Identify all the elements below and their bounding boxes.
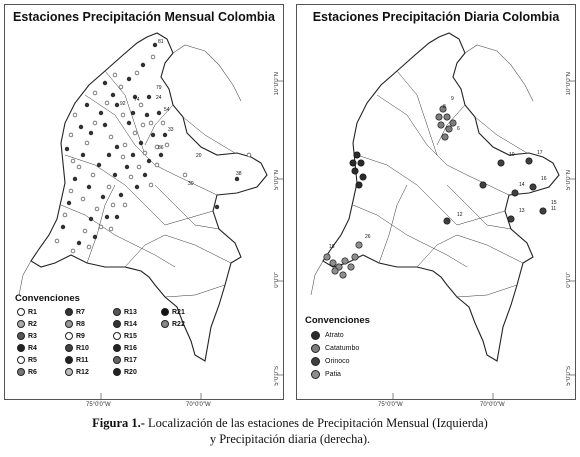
right-lat-label-5n: 5°0'0"N — [566, 170, 572, 191]
monthly-station-marker — [77, 241, 81, 245]
monthly-station-marker — [163, 133, 167, 137]
monthly-station-marker — [113, 73, 117, 77]
monthly-station-marker — [89, 217, 93, 221]
left-legend-symbol — [113, 356, 121, 364]
monthly-station-marker — [141, 63, 145, 67]
daily-station-marker — [442, 134, 448, 140]
monthly-station-marker — [121, 113, 125, 117]
left-legend-label: R11 — [76, 356, 89, 364]
monthly-station-marker — [183, 173, 187, 177]
monthly-station-marker — [113, 173, 117, 177]
daily-station-marker — [348, 264, 354, 270]
left-legend-symbol — [17, 368, 25, 376]
monthly-station-marker — [73, 177, 77, 181]
left-legend-item — [113, 356, 137, 364]
left-legend-label: R8 — [76, 320, 85, 328]
left-map-title: Estaciones Precipitación Mensual Colombia — [13, 10, 275, 24]
left-legend-symbol — [17, 332, 25, 340]
daily-station-marker — [444, 218, 450, 224]
left-legend-symbol — [65, 368, 73, 376]
monthly-station-marker — [161, 121, 165, 125]
left-legend-symbol — [65, 320, 73, 328]
monthly-station-marker — [101, 195, 105, 199]
left-legend-item — [65, 308, 85, 316]
monthly-station-marker — [99, 111, 103, 115]
daily-station-marker — [332, 268, 338, 274]
monthly-station-marker — [65, 147, 69, 151]
daily-station-label: 17 — [537, 150, 543, 156]
daily-station-marker — [350, 160, 356, 166]
monthly-station-marker — [109, 135, 113, 139]
monthly-station-marker — [105, 101, 109, 105]
monthly-station-marker — [123, 143, 127, 147]
daily-station-marker — [356, 182, 362, 188]
left-legend-label: R1 — [28, 308, 37, 316]
monthly-station-label: 30 — [188, 181, 194, 187]
right-lat-label-10n: 10°0'0"N — [566, 72, 572, 96]
left-legend-item — [65, 368, 89, 376]
monthly-station-marker — [235, 177, 239, 181]
left-legend-label: R3 — [28, 332, 37, 340]
monthly-station-marker — [153, 43, 157, 47]
monthly-station-marker — [71, 159, 75, 163]
monthly-station-marker — [157, 111, 161, 115]
right-coastline — [465, 45, 533, 101]
monthly-station-label: 92 — [120, 101, 126, 107]
monthly-station-marker — [67, 201, 71, 205]
left-legend-label: R13 — [124, 308, 137, 316]
monthly-station-marker — [109, 227, 113, 231]
monthly-station-marker — [129, 175, 133, 179]
daily-station-marker — [438, 122, 444, 128]
left-legend-symbol — [161, 308, 169, 316]
left-lon-label-70w: 70°0'0"W — [186, 402, 211, 408]
monthly-station-marker — [145, 113, 149, 117]
monthly-station-marker — [137, 165, 141, 169]
monthly-station-marker — [119, 85, 123, 89]
right-lon-label-75w: 75°0'0"W — [378, 402, 403, 408]
left-legend-symbol — [17, 356, 25, 364]
right-legend-label: Orinoco — [325, 358, 350, 365]
monthly-station-marker — [121, 155, 125, 159]
monthly-precipitation-map-panel — [4, 4, 284, 400]
right-legend-item — [311, 331, 344, 340]
monthly-station-marker — [149, 121, 153, 125]
daily-station-label: 14 — [519, 182, 525, 188]
left-legend-item — [65, 320, 85, 328]
monthly-station-marker — [159, 153, 163, 157]
left-legend-label: R12 — [76, 368, 89, 376]
daily-station-marker — [342, 258, 348, 264]
daily-precipitation-map-panel — [296, 4, 576, 400]
monthly-station-marker — [155, 163, 159, 167]
left-legend-label: R20 — [124, 368, 137, 376]
monthly-station-marker — [85, 141, 89, 145]
left-lat-label-0: 0°0'0" — [274, 272, 280, 288]
monthly-station-marker — [81, 153, 85, 157]
left-legend-label: R14 — [124, 320, 137, 328]
left-map-canvas — [5, 5, 283, 399]
figure-caption-label: Figura 1.- — [92, 416, 145, 430]
left-legend-symbol — [17, 344, 25, 352]
left-lat-label-10n: 10°0'0"N — [274, 72, 280, 96]
monthly-station-marker — [115, 145, 119, 149]
left-legend-label: R21 — [172, 308, 185, 316]
right-legend-symbol — [311, 357, 320, 366]
right-map-title: Estaciones Precipitación Diaria Colombia — [312, 10, 560, 24]
left-legend-symbol — [17, 320, 25, 328]
monthly-station-marker — [93, 235, 97, 239]
monthly-station-marker — [81, 197, 85, 201]
daily-station-marker — [480, 182, 486, 188]
monthly-station-marker — [115, 103, 119, 107]
left-coastline — [173, 45, 241, 101]
right-coastline — [311, 261, 323, 295]
left-legend-item — [113, 308, 137, 316]
monthly-station-marker — [61, 225, 65, 229]
left-legend-label: R17 — [124, 356, 137, 364]
left-legend-item — [161, 320, 185, 328]
left-legend-label: R9 — [76, 332, 85, 340]
left-legend-item — [17, 368, 37, 376]
monthly-station-marker — [131, 153, 135, 157]
daily-station-label: 9 — [451, 96, 454, 102]
monthly-station-marker — [103, 81, 107, 85]
right-lat-label-5s: 5°0'0"S — [566, 366, 572, 386]
monthly-station-marker — [91, 173, 95, 177]
right-legend-item — [311, 344, 359, 353]
right-lon-label-70w: 70°0'0"W — [480, 402, 505, 408]
left-legend-symbol — [17, 308, 25, 316]
left-legend-item — [17, 320, 37, 328]
left-legend-item — [65, 356, 88, 364]
left-legend-item — [65, 332, 85, 340]
monthly-station-label: 79 — [156, 85, 162, 91]
daily-station-label: 13 — [519, 208, 525, 214]
daily-station-label: 15 — [551, 200, 557, 206]
right-legend-item — [311, 357, 350, 366]
monthly-station-label: 33 — [168, 127, 174, 133]
daily-station-label: 10 — [509, 152, 515, 158]
left-legend-symbol — [65, 356, 73, 364]
left-legend-label: R2 — [28, 320, 37, 328]
monthly-station-marker — [125, 165, 129, 169]
monthly-station-marker — [87, 185, 91, 189]
left-legend-label: R22 — [172, 320, 185, 328]
daily-station-label: 12 — [457, 212, 463, 218]
monthly-station-marker — [143, 173, 147, 177]
daily-station-label: 11 — [551, 206, 557, 212]
daily-station-marker — [512, 190, 518, 196]
daily-station-marker — [360, 174, 366, 180]
monthly-station-marker — [77, 165, 81, 169]
daily-station-label: 26 — [365, 234, 371, 240]
left-legend-item — [17, 308, 37, 316]
daily-station-marker — [530, 184, 536, 190]
left-legend-symbol — [113, 320, 121, 328]
left-legend-symbol — [161, 320, 169, 328]
monthly-station-marker — [103, 123, 107, 127]
left-legend-label: R10 — [76, 344, 89, 352]
right-legend-item — [311, 370, 341, 379]
figure-caption-text1: Localización de las estaciones de Precipitación Mensual (Izquierda) — [144, 416, 488, 430]
monthly-station-marker — [71, 249, 75, 253]
monthly-station-marker — [115, 215, 119, 219]
monthly-station-marker — [139, 141, 143, 145]
right-country-outline — [323, 33, 559, 361]
monthly-station-marker — [55, 239, 59, 243]
daily-station-marker — [352, 168, 358, 174]
daily-station-marker — [526, 158, 532, 164]
right-legend-symbol — [311, 344, 320, 353]
right-legend-label: Atrato — [325, 332, 344, 339]
left-legend-symbol — [65, 344, 73, 352]
left-legend-label: R16 — [124, 344, 137, 352]
monthly-station-marker — [149, 183, 153, 187]
monthly-station-label: 74 — [134, 97, 140, 103]
monthly-station-label: 86 — [158, 145, 164, 151]
monthly-station-marker — [87, 245, 91, 249]
left-legend-symbol — [65, 308, 73, 316]
monthly-station-marker — [135, 71, 139, 75]
left-lon-label-75w: 75°0'0"W — [86, 402, 111, 408]
daily-station-marker — [444, 114, 450, 120]
left-legend-symbol — [113, 344, 121, 352]
left-legend-label: R6 — [28, 368, 37, 376]
left-legend-symbol — [113, 332, 121, 340]
left-legend-label: R15 — [124, 332, 137, 340]
monthly-station-marker — [139, 103, 143, 107]
monthly-station-marker — [135, 185, 139, 189]
daily-station-marker — [354, 152, 360, 158]
monthly-station-marker — [123, 203, 127, 207]
right-legend-symbol — [311, 331, 320, 340]
monthly-station-marker — [141, 123, 145, 127]
left-legend-symbol — [65, 332, 73, 340]
monthly-station-marker — [69, 189, 73, 193]
figure-caption-line1 — [0, 416, 580, 431]
right-lat-label-0: 0°0'0" — [566, 272, 572, 288]
daily-station-marker — [498, 160, 504, 166]
monthly-station-label: 54 — [164, 107, 170, 113]
monthly-station-marker — [111, 203, 115, 207]
left-legend-symbol — [113, 308, 121, 316]
left-legend-symbol — [113, 368, 121, 376]
monthly-station-marker — [89, 131, 93, 135]
monthly-station-marker — [119, 193, 123, 197]
left-legend-label: R5 — [28, 356, 37, 364]
monthly-station-label: 20 — [196, 153, 202, 159]
daily-station-marker — [324, 254, 330, 260]
monthly-station-marker — [165, 143, 169, 147]
daily-station-label: 8 — [443, 104, 446, 110]
monthly-station-marker — [133, 131, 137, 135]
daily-station-marker — [508, 216, 514, 222]
left-coastline — [19, 261, 31, 295]
monthly-station-marker — [79, 125, 83, 129]
right-legend-title: Convenciones — [305, 315, 370, 326]
monthly-station-marker — [247, 153, 251, 157]
monthly-station-marker — [93, 121, 97, 125]
monthly-station-marker — [111, 93, 115, 97]
monthly-station-marker — [99, 225, 103, 229]
monthly-station-marker — [151, 133, 155, 137]
right-legend-symbol — [311, 370, 320, 379]
daily-station-marker — [358, 160, 364, 166]
monthly-station-marker — [105, 215, 109, 219]
left-legend-item — [161, 308, 185, 316]
right-legend-label: Catatumbo — [325, 345, 360, 352]
monthly-station-marker — [73, 113, 77, 117]
monthly-station-marker — [83, 229, 87, 233]
left-legend-item — [113, 368, 137, 376]
left-legend-item — [17, 356, 37, 364]
left-legend-title: Convenciones — [15, 293, 80, 304]
monthly-station-label: 81 — [158, 39, 164, 45]
daily-station-label: 18 — [329, 244, 335, 250]
monthly-station-marker — [107, 185, 111, 189]
left-legend-item — [17, 332, 37, 340]
left-legend-item — [113, 332, 137, 340]
daily-station-marker — [450, 120, 456, 126]
monthly-station-marker — [69, 133, 73, 137]
daily-station-label: 16 — [541, 176, 547, 182]
left-lat-label-5s: 5°0'0"S — [274, 366, 280, 386]
left-legend-item — [113, 320, 137, 328]
daily-station-marker — [352, 254, 358, 260]
daily-station-marker — [446, 126, 452, 132]
left-legend-label: R4 — [28, 344, 37, 352]
monthly-station-label: 24 — [156, 95, 162, 101]
daily-station-marker — [436, 114, 442, 120]
right-legend-label: Patia — [325, 371, 341, 378]
left-legend-item — [17, 344, 37, 352]
monthly-station-marker — [107, 153, 111, 157]
monthly-station-marker — [93, 91, 97, 95]
monthly-station-marker — [131, 111, 135, 115]
daily-station-marker — [330, 260, 336, 266]
left-legend-item — [65, 344, 89, 352]
monthly-station-marker — [63, 213, 67, 217]
monthly-station-marker — [215, 205, 219, 209]
monthly-station-marker — [147, 159, 151, 163]
left-legend-label: R7 — [76, 308, 85, 316]
left-lat-label-5n: 5°0'0"N — [274, 170, 280, 191]
monthly-station-marker — [97, 163, 101, 167]
monthly-station-marker — [127, 77, 131, 81]
figure-caption-line2: y Precipitación diaria (derecha). — [209, 432, 371, 446]
left-legend-item — [113, 344, 137, 352]
monthly-station-marker — [151, 55, 155, 59]
monthly-station-marker — [95, 207, 99, 211]
monthly-station-marker — [127, 121, 131, 125]
daily-station-label: 6 — [457, 126, 460, 132]
monthly-station-label: 38 — [236, 171, 242, 177]
daily-station-marker — [540, 208, 546, 214]
daily-station-marker — [340, 272, 346, 278]
daily-station-marker — [356, 242, 362, 248]
monthly-station-marker — [85, 103, 89, 107]
monthly-station-marker — [147, 95, 151, 99]
monthly-station-marker — [143, 151, 147, 155]
